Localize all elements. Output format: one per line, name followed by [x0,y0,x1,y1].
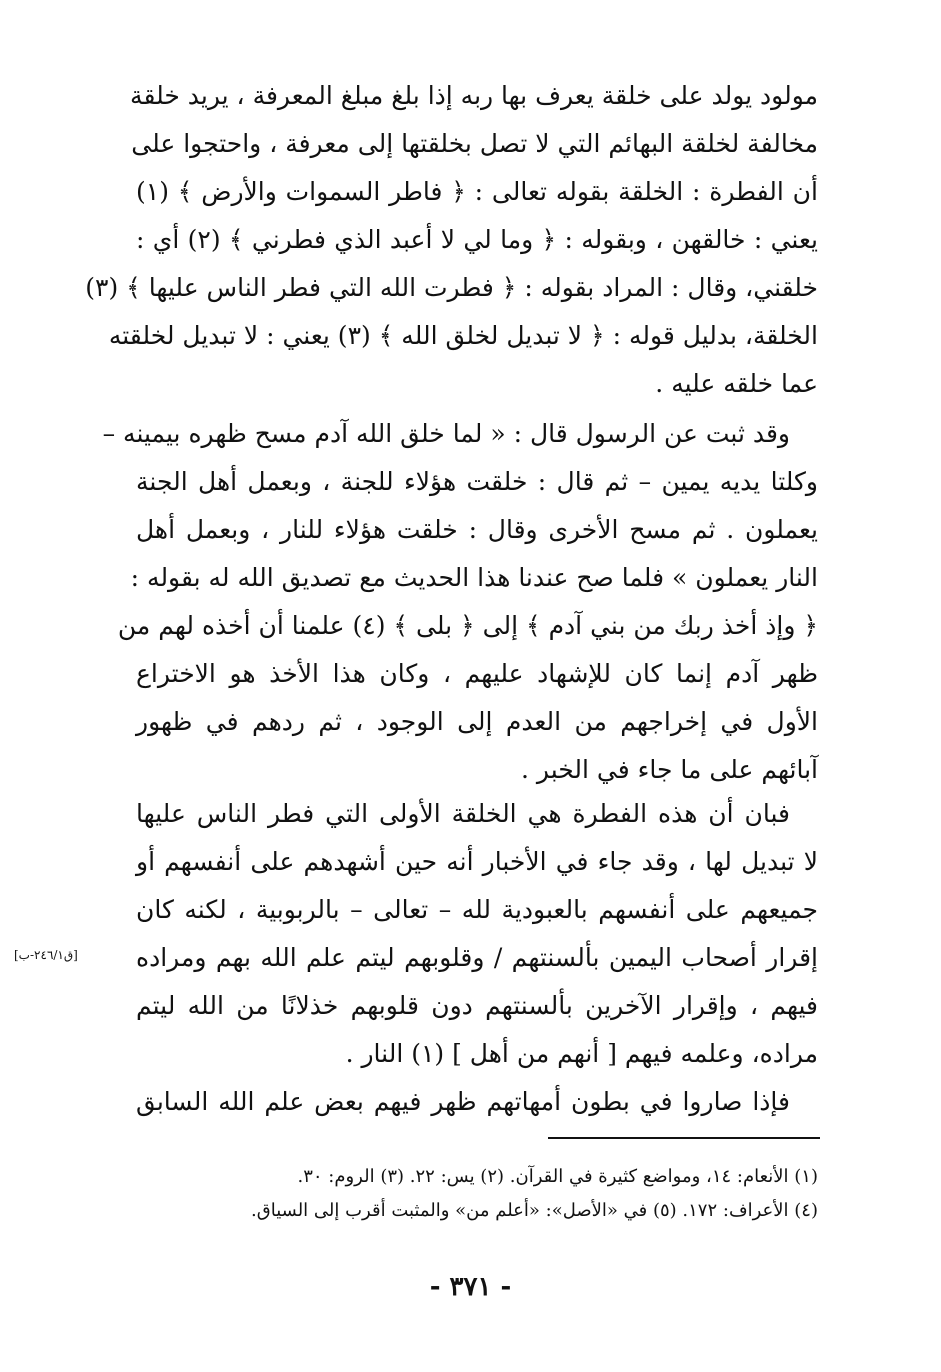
text-line: ظهر آدم إنما كان للإشهاد عليهم ، وكان هذا الأخذ هو الاختراع [136,659,818,688]
text-line: لا تبديل لها ، وقد جاء في الأخبار أنه حين أشهدهم على أنفسهم أو [136,847,818,876]
paragraph-2 [102,410,818,794]
text-line: ﴿ وإذ أخذ ربك من بني آدم ﴾ إلى ﴿ بلى ﴾ (٤) علمنا أن أخذه لهم من [117,611,818,640]
text-line: النار يعملون » فلما صح عندنا هذا الحديث مع تصديق الله له بقوله : [130,563,818,592]
text-line: جميعهم على أنفسهم بالعبودية لله – تعالى – بالربوبية ، لكنه كان [136,895,818,924]
text-line: الأول في إخراجهم من العدم إلى الوجود ، ثم ردهم في ظهور [136,707,818,736]
text-line: يعني : خالقهن ، وبقوله : ﴿ وما لي لا أعبد الذي فطرني ﴾ (٢) أي : [136,225,818,254]
paragraph-4 [136,1078,818,1126]
manuscript-folio-note: [ق٢٤٦/١-ب] [14,948,78,962]
page-number: - ٣٧١ - [429,1272,512,1302]
footnotes [136,1160,818,1228]
paragraph-3 [136,790,818,1078]
text-line: فبان أن هذه الفطرة هي الخلقة الأولى التي فطر الناس عليها [136,799,790,828]
text-line: مراده، وعلمه فيهم [ أنهم من أهل ] (١) النار . [345,1039,818,1068]
text-line: فإذا صاروا في بطون أمهاتهم ظهر فيهم بعض علم الله السابق [136,1087,790,1116]
text-line: مخالفة لخلقة البهائم التي لا تصل بخلقتها إلى معرفة ، واحتجوا على [131,129,818,158]
text-line: إقرار أصحاب اليمين بألسنتهم / وقلوبهم ليتم علم الله بهم ومراده [136,943,818,972]
text-line: مولود يولد على خلقة يعرف بها ربه إذا بلغ مبلغ المعرفة ، يريد خلقة [130,81,818,110]
text-line: وكلتا يديه يمين – ثم قال : خلقت هؤلاء للجنة ، وبعمل أهل الجنة [136,467,818,496]
text-line: فيهم ، وإقرار الآخرين بألسنتهم دون قلوبهم خذلانًا من الله ليتم [136,991,818,1020]
text-line: عما خلقه عليه . [655,369,818,398]
text-line: آبائهم على ما جاء في الخبر . [521,755,818,784]
text-line: خلقني، وقال : المراد بقوله : ﴿ فطرت الله التي فطر الناس عليها ﴾ (٣) [85,273,818,302]
footnote-line: (٤) الأعراف: ١٧٢. (٥) في «الأصل»: «أعلم من» والمثبت أقرب إلى السياق. [251,1200,818,1221]
paragraph-1 [85,72,818,408]
text-line: أن الفطرة : الخلقة بقوله تعالى : ﴿ فاطر السموات والأرض ﴾ (١) [136,177,818,206]
text-line: الخلقة، بدليل قوله : ﴿ لا تبديل لخلق الله ﴾ (٣) يعني : لا تبديل لخلقته [108,321,818,350]
text-line: يعملون . ثم مسح الأخرى وقال : خلقت هؤلاء للنار ، وبعمل أهل [136,515,818,544]
text-line: وقد ثبت عن الرسول قال : « لما خلق الله آدم مسح ظهره بيمينه – [102,419,790,448]
footnote-line: (١) الأنعام: ١٤، ومواضع كثيرة في القرآن. (٢) يس: ٢٢. (٣) الروم: ٣٠. [297,1166,818,1187]
footnote-separator [548,1137,820,1139]
